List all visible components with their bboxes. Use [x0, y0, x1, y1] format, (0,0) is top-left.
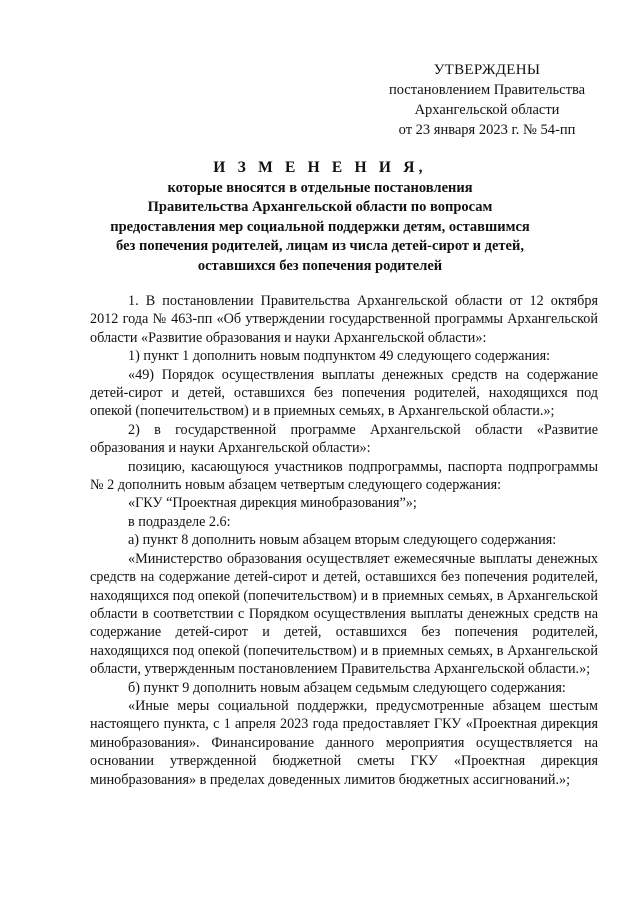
title-line-2: Правительства Архангельской области по вопросам: [147, 199, 493, 215]
paragraph-5: позицию, касающуюся участников подпрограммы, паспорта подпрограммы № 2 дополнить новым абзацем четвертым следующего содержания:: [90, 458, 598, 494]
approval-line-2: Архангельской области: [414, 102, 560, 118]
paragraph-9: «Министерство образования осуществляет ежемесячные выплаты денежных средств на содержание детей-сирот и детей, оставшихся без попечения родителей, находящихся под опекой (попечительством) и в приемных семьях, в Архангельской области в соответствии с Порядком осуществления выплаты денежных средств на содержание детей-сирот и детей, оставшихся без попечения родителей, находящихся под опекой (попечительством) и в приемных семьях, в Архангельской области, утвержденным постановлением Правительства Архангельской области.»;: [90, 550, 598, 678]
title-line-3: предоставления мер социальной поддержки детям, оставшимся: [110, 218, 530, 235]
approval-line-3: от 23 января 2023 г. № 54-пп: [398, 122, 576, 138]
paragraph-6: «ГКУ “Проектная дирекция минобразования”»;: [128, 495, 417, 512]
paragraph-2: 1) пункт 1 дополнить новым подпунктом 49 следующего содержания:: [128, 348, 551, 365]
paragraph-11: «Иные меры социальной поддержки, предусмотренные абзацем шестым настоящего пункта, с 1 апреля 2023 года предоставляет ГКУ «Проектная дирекция минобразования». Финансирование данного мероприятия осуществляется на основании утвержденной бюджетной сметы ГКУ «Проектная дирекция минобразования» в пределах доведенных лимитов бюджетных ассигнований.»;: [90, 697, 598, 788]
paragraph-1: 1. В постановлении Правительства Архангельской области от 12 октября 2012 года № 463-пп «Об утверждении государственной программы Архангельской области «Развитие образования и науки Архангельской области»:: [90, 293, 598, 346]
title-line-5: оставшихся без попечения родителей: [197, 257, 443, 274]
paragraph-7: в подразделе 2.6:: [128, 513, 231, 530]
approval-heading: УТВЕРЖДЕНЫ: [433, 62, 541, 78]
title-caps: И З М Е Н Е Н И Я,: [213, 159, 427, 176]
title-line-1: которые вносятся в отдельные постановления: [167, 179, 473, 196]
paragraph-3: «49) Порядок осуществления выплаты денежных средств на содержание детей-сирот и детей, оставшихся без попечения родителей, находящихся под опекой (попечительством) и в приемных семьях, в Архангельской области.»;: [90, 366, 598, 420]
title-line-4: без попечения родителей, лицам из числа детей-сирот и детей,: [116, 238, 524, 254]
paragraph-8: а) пункт 8 дополнить новым абзацем вторым следующего содержания:: [128, 532, 557, 549]
paragraph-4: 2) в государственной программе Архангельской области «Развитие образования и науки Архангельской области»:: [90, 421, 598, 457]
approval-line-1: постановлением Правительства: [388, 82, 586, 98]
document-body: [90, 292, 598, 789]
approval-stamp: [372, 60, 602, 140]
paragraph-10: б) пункт 9 дополнить новым абзацем седьмым следующего содержания:: [128, 679, 566, 696]
document-title: [80, 158, 560, 276]
